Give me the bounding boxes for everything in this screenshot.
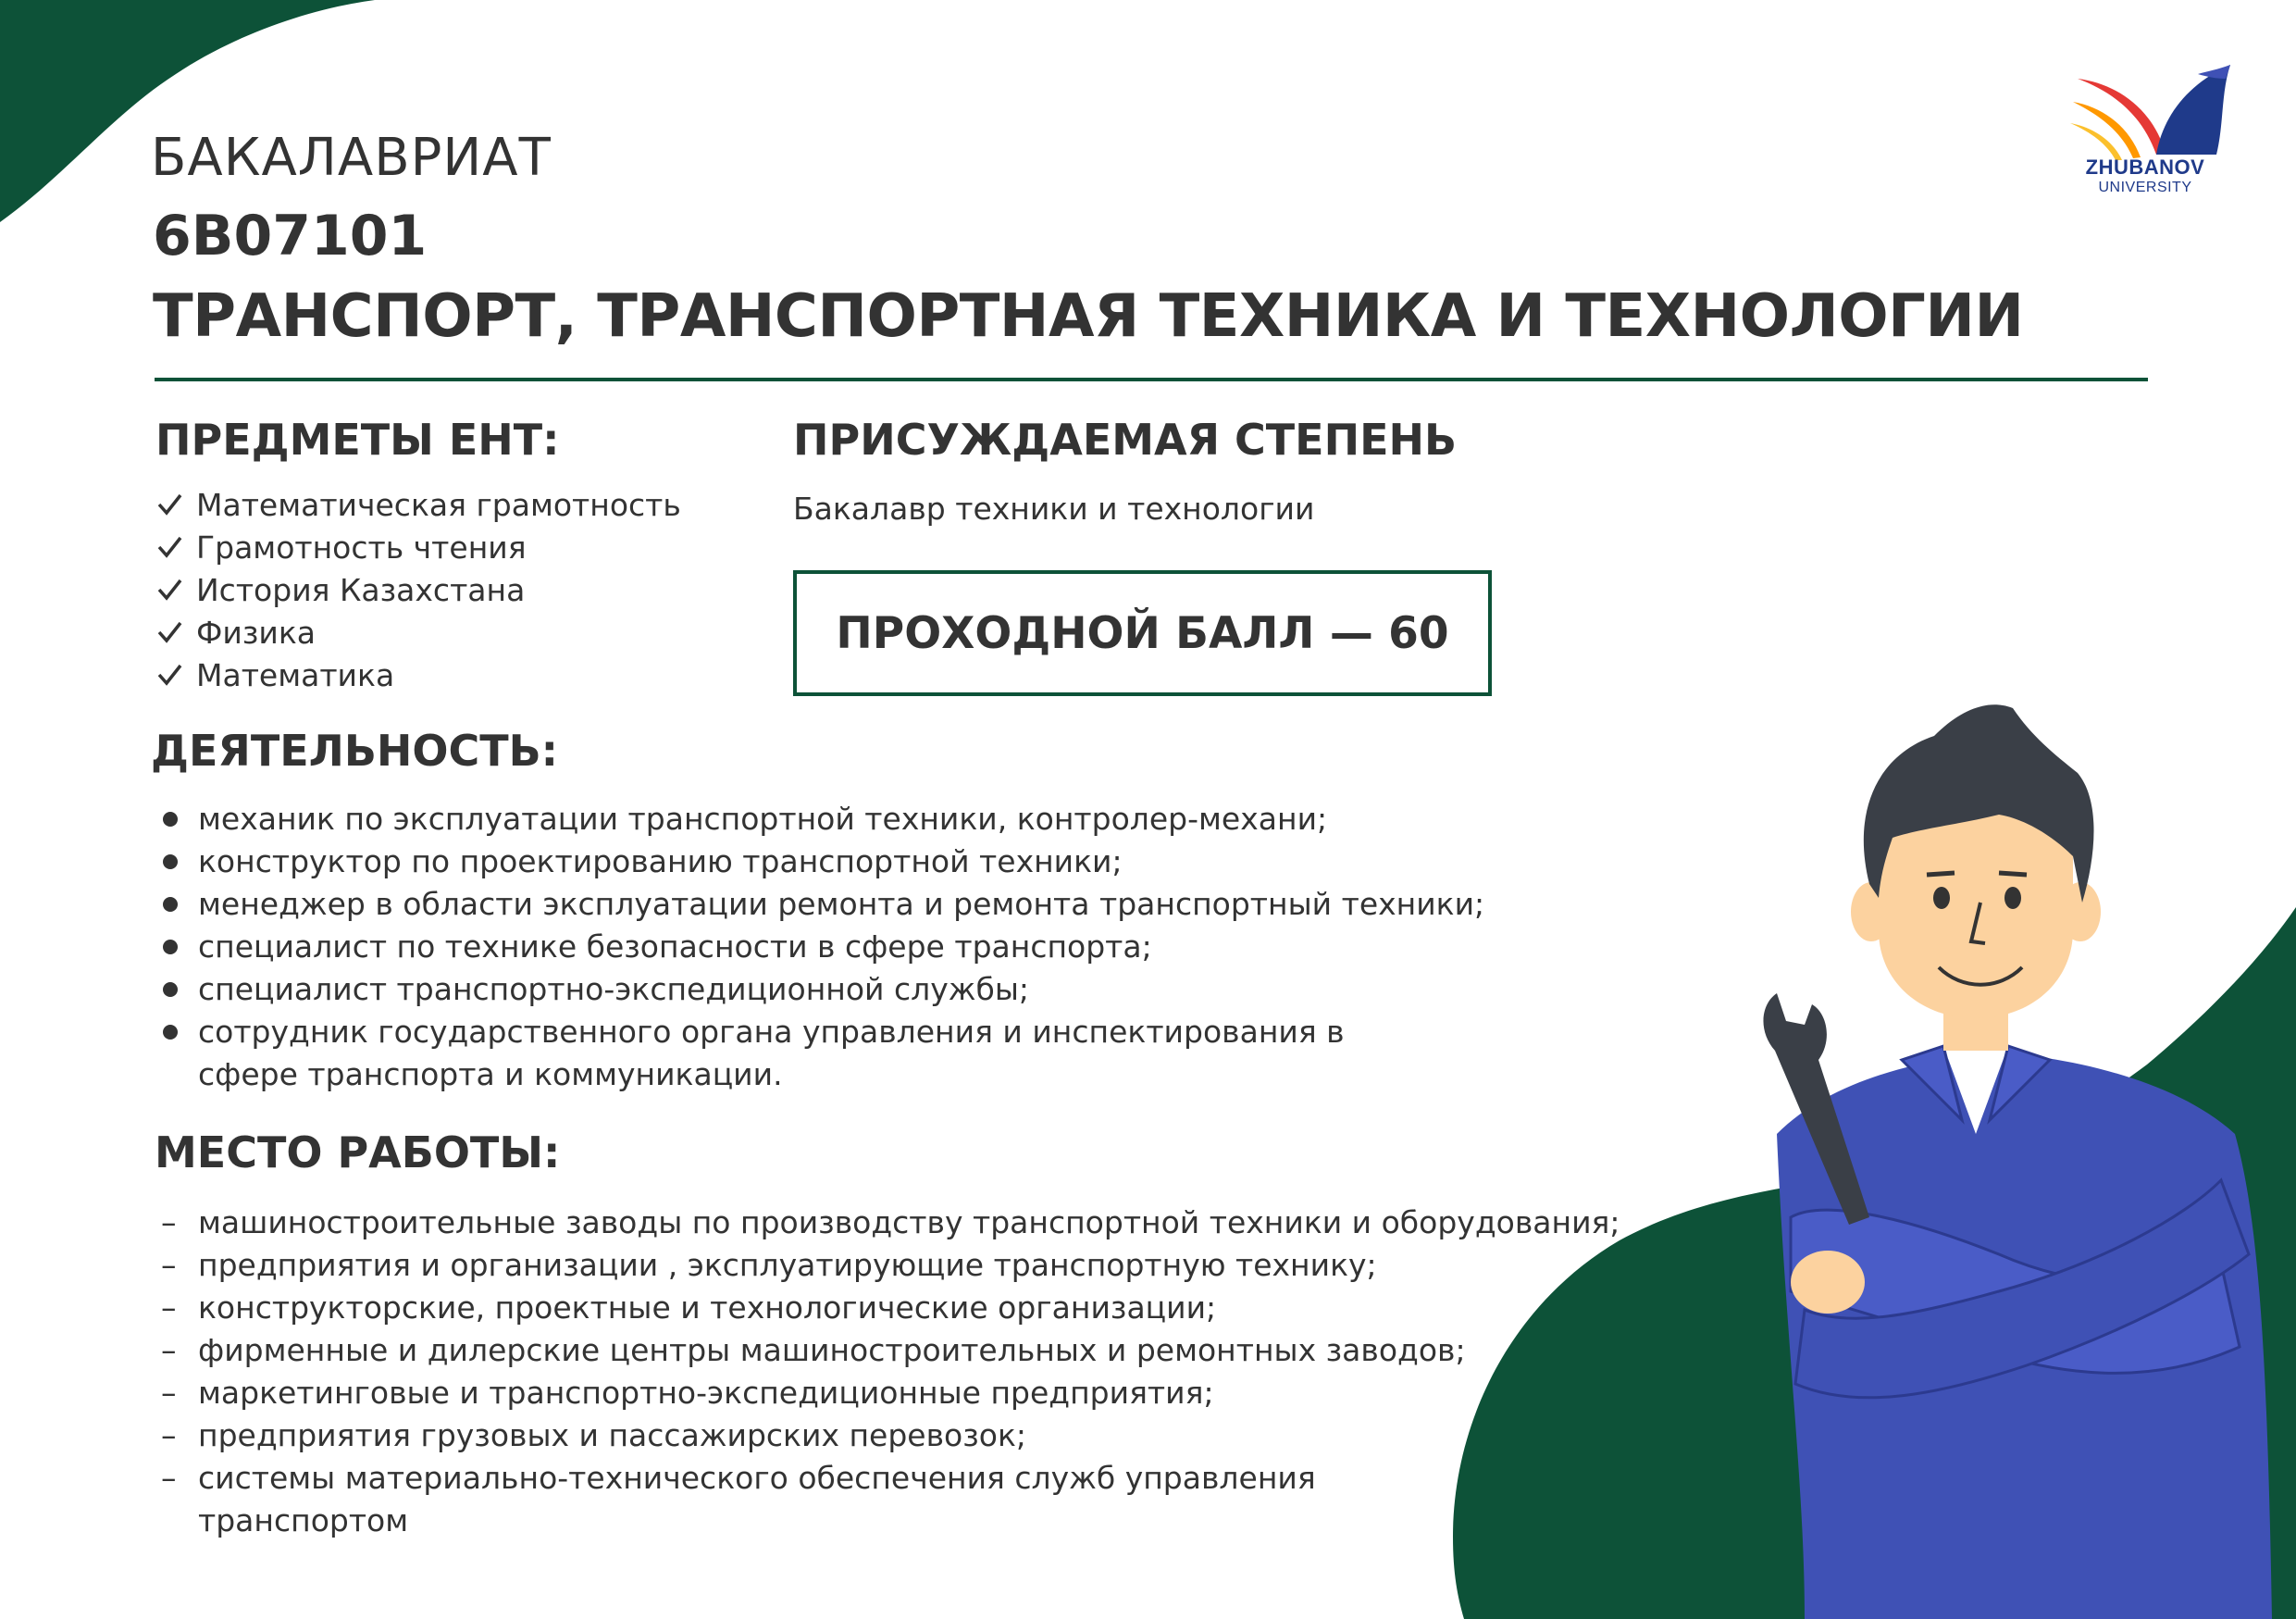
workplace-label: предприятия и организации , эксплуатирующие транспортную технику; [198,1247,1377,1283]
program-level: БАКАЛАВРИАТ [151,128,552,188]
subject-label: История Казахстана [196,571,526,608]
check-icon [155,533,183,561]
check-icon [155,661,183,689]
list-item [159,1287,1640,1329]
subjects-heading: ПРЕДМЕТЫ ЕНТ: [155,415,560,465]
activity-label: специалист по технике безопасности в сфере транспорта; [198,928,1152,965]
degree-text: Бакалавр техники и технологии [793,491,1315,527]
list-item [159,883,1501,926]
bullet-icon [163,854,178,869]
list-item [159,1329,1640,1372]
activity-label: менеджер в области эксплуатации ремонта и ремонта транспортный техники; [198,886,1485,922]
dash-bullet: – [161,1332,177,1368]
list-item [159,1202,1640,1244]
header-divider [155,378,2148,381]
list-item [159,1414,1640,1457]
dash-bullet: – [161,1417,177,1453]
activity-heading: ДЕЯТЕЛЬНОСТЬ: [151,726,559,776]
subject-label: Математика [196,656,395,693]
workplace-label: фирменные и дилерские центры машиностроительных и ремонтных заводов; [198,1332,1466,1368]
workplace-label: предприятия грузовых и пассажирских перевозок; [198,1417,1027,1453]
logo-name: ZHUBANOV [2085,156,2205,179]
subject-label: Математическая грамотность [196,486,681,523]
list-item [159,1372,1640,1414]
check-icon [155,576,183,604]
bullet-icon [163,812,178,827]
degree-heading: ПРИСУЖДАЕМАЯ СТЕПЕНЬ [793,415,1458,465]
bullet-icon [163,1025,178,1040]
passing-score-text: ПРОХОДНОЙ БАЛЛ — 60 [836,607,1449,659]
check-icon [155,491,183,518]
list-item [155,483,681,526]
workplace-label: системы материально-технического обеспечения служб управления транспортом [198,1460,1316,1538]
bullet-icon [163,940,178,954]
list-item [155,654,681,696]
check-icon [155,618,183,646]
decorative-blob-top [0,0,389,222]
dash-bullet: – [161,1247,177,1283]
program-code: 6B07101 [153,204,428,268]
list-item [159,968,1501,1011]
logo-subtitle: UNIVERSITY [2098,180,2192,195]
workplace-heading: МЕСТО РАБОТЫ: [155,1127,561,1177]
list-item [159,1457,1362,1542]
list-item [159,841,1501,883]
workplace-list [159,1202,1640,1542]
bullet-icon [163,982,178,997]
dash-bullet: – [161,1460,177,1496]
workplace-label: маркетинговые и транспортно-экспедиционные предприятия; [198,1375,1214,1411]
list-item [155,568,681,611]
activity-label: специалист транспортно-экспедиционной службы; [198,971,1029,1007]
workplace-label: конструкторские, проектные и технологические организации; [198,1289,1217,1326]
list-item [155,611,681,654]
dash-bullet: – [161,1375,177,1411]
mechanic-illustration [1666,699,2296,1619]
program-title: ТРАНСПОРТ, ТРАНСПОРТНАЯ ТЕХНИКА И ТЕХНОЛОГИИ [153,282,2024,351]
activity-list [159,798,1501,1096]
bullet-icon [163,897,178,912]
subjects-list [155,483,681,696]
list-item [159,798,1501,841]
dash-bullet: – [161,1204,177,1240]
activity-label: механик по эксплуатации транспортной техники, контролер-механи; [198,801,1328,837]
list-item [159,1011,1362,1096]
subject-label: Грамотность чтения [196,529,527,566]
activity-label: конструктор по проектированию транспортной техники; [198,843,1123,879]
workplace-label: машиностроительные заводы по производству транспортной техники и оборудования; [198,1204,1620,1240]
passing-score-box [793,570,1492,696]
dash-bullet: – [161,1289,177,1326]
list-item [159,1244,1640,1287]
subject-label: Физика [196,614,316,651]
activity-label: сотрудник государственного органа управления и инспектирования в сфере транспорта и коммуникации. [198,1014,1345,1092]
list-item [159,926,1501,968]
list-item [155,526,681,568]
